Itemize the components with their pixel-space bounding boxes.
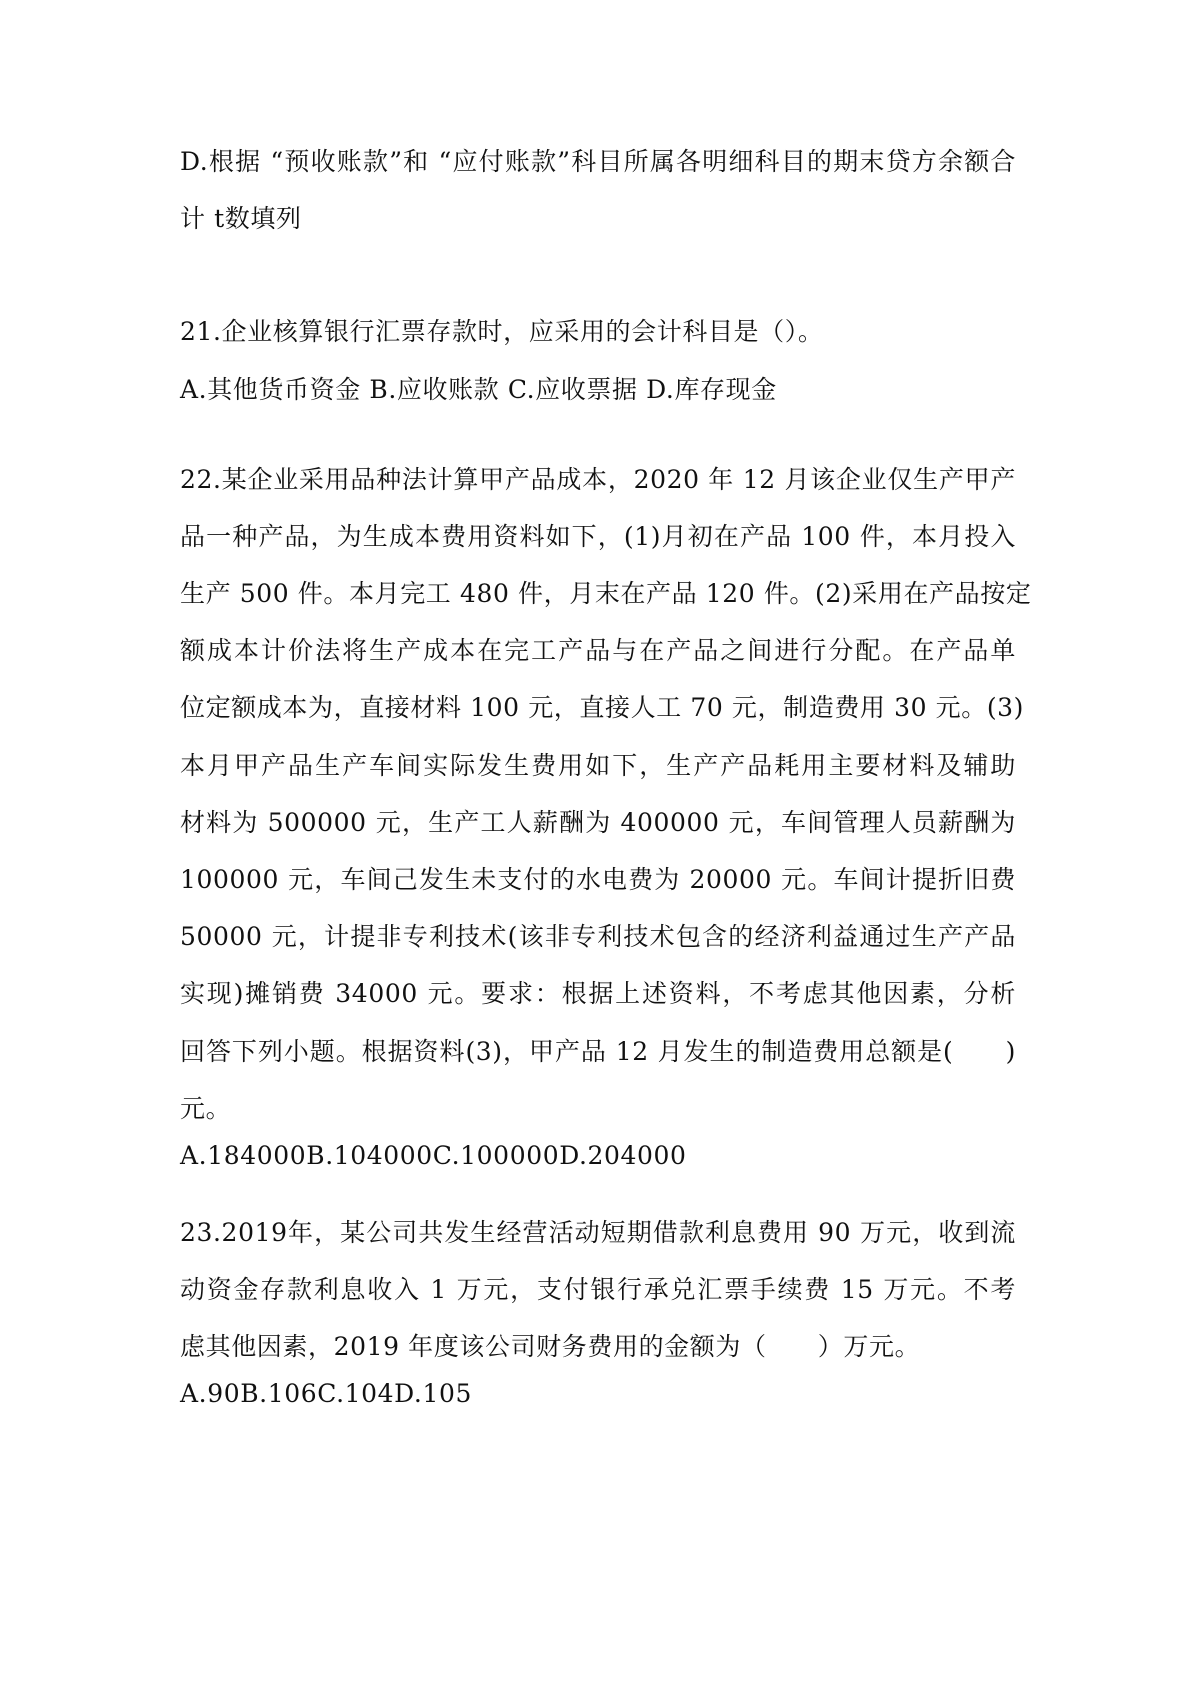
question-23-line-2: 动资金存款利息收入 1 万元，支付银行承兑汇票手续费 15 万元。不考 — [180, 1275, 1016, 1304]
question-22-line-8: 100000 元，车间己发生未支付的水电费为 20000 元。车间计提折旧费 — [180, 865, 1016, 894]
question-23-line-3: 虑其他因素，2019 年度该公司财务费用的金额为（ ）万元。 — [180, 1332, 921, 1361]
question-20-option-d-line-1: D.根据 “预收账款”和 “应付账款”科目所属各明细科目的期末贷方余额合 — [180, 147, 1016, 176]
question-22-line-1: 22.某企业采用品种法计算甲产品成本，2020 年 12 月该企业仅生产甲产 — [180, 465, 1016, 494]
question-22-line-5: 位定额成本为，直接材料 100 元，直接人工 70 元，制造费用 30 元。(3) — [180, 693, 1025, 722]
question-23-line-1: 23.2019年，某公司共发生经营活动短期借款利息费用 90 万元，收到流 — [180, 1218, 1016, 1247]
question-22-line-2: 品一种产品，为生成本费用资料如下，(1)月初在产品 100 件，本月投入 — [180, 522, 1016, 551]
question-20-option-d-line-2: 计 t数填列 — [180, 204, 302, 233]
question-22-options: A.184000B.104000C.100000D.204000 — [180, 1141, 687, 1170]
question-21-stem: 21.企业核算银行汇票存款时，应采用的会计科目是（）。 — [180, 317, 824, 346]
question-22-line-12: 元。 — [180, 1094, 232, 1123]
question-21-options: A.其他货币资金 B.应收账款 C.应收票据 D.库存现金 — [180, 375, 777, 404]
question-22-line-11: 回答下列小题。根据资料(3)，甲产品 12 月发生的制造费用总额是( ) — [180, 1037, 1016, 1066]
question-23-options: A.90B.106C.104D.105 — [180, 1379, 472, 1408]
question-22-line-3: 生产 500 件。本月完工 480 件，月末在产品 120 件。(2)采用在产品按定 — [180, 579, 1032, 608]
question-22-line-10: 实现)摊销费 34000 元。要求：根据上述资料，不考虑其他因素，分析 — [180, 979, 1016, 1008]
question-22-line-7: 材料为 500000 元，生产工人薪酬为 400000 元，车间管理人员薪酬为 — [180, 808, 1016, 837]
question-22-line-9: 50000 元，计提非专利技术(该非专利技术包含的经济利益通过生产产品 — [180, 922, 1016, 951]
question-22-line-4: 额成本计价法将生产成本在完工产品与在产品之间进行分配。在产品单 — [180, 636, 1016, 665]
question-22-line-6: 本月甲产品生产车间实际发生费用如下，生产产品耗用主要材料及辅助 — [180, 751, 1016, 780]
